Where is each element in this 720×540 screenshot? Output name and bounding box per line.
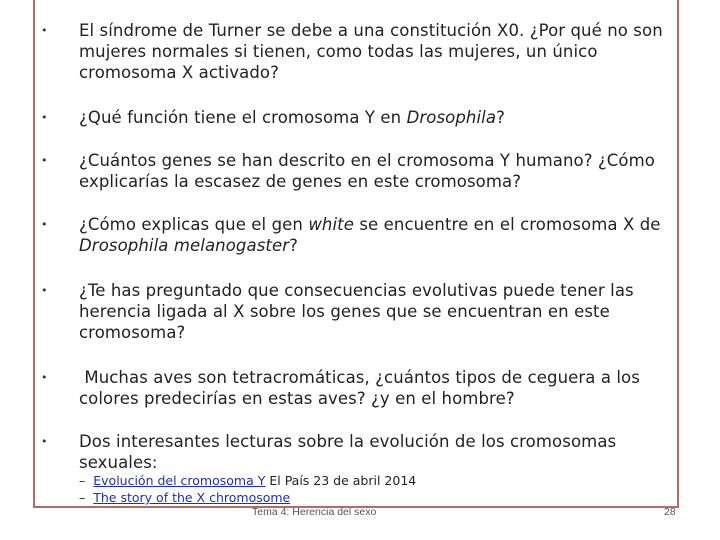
reading-item [79,473,416,489]
reading-source: El País 23 de abril 2014 [265,473,417,488]
dash-icon: – [79,473,86,488]
bullet-icon: • [41,218,48,231]
question-text: Dos interesantes lecturas sobre la evolución de los cromosomas sexuales: [79,432,617,472]
bullet-icon: • [41,24,48,37]
question-text: El síndrome de Turner se debe a una constitución X0. ¿Por qué no son mujeres normales si tienen, como todas las mujeres, un único cromosoma X activado? [79,21,663,82]
footer-title: Tema 4: Herencia del sexo [252,506,377,518]
species-name: Drosophila [406,108,497,127]
bullet-icon: • [41,284,48,297]
question-text: Muchas aves son tetracromáticas, ¿cuántos tipos de ceguera a los colores predecirías en estas aves? ¿y en el hombre? [79,368,646,408]
question-text: ¿Te has preguntado que consecuencias evolutivas puede tener las herencia ligada al X sobre los genes que se encuentran en este cromosoma? [79,281,634,342]
question-text: ¿Cómo explicas que el gen white se encuentre en el cromosoma X de Drosophila melanogaster? [79,215,661,255]
reading-link-y-chromosome[interactable]: Evolución del cromosoma Y [93,473,266,488]
reading-item [79,490,290,506]
bullet-icon: • [41,435,48,448]
question-text: ¿Cuántos genes se han descrito en el cromosoma Y humano? ¿Cómo explicarías la escasez de genes en este cromosoma? [79,151,655,191]
question-text: ¿Qué función tiene el cromosoma Y en Drosophila? [79,108,505,127]
bullet-icon: • [41,111,48,124]
page-number: 28 [664,506,676,518]
gene-name: white [308,215,354,234]
species-name: Drosophila melanogaster [79,236,290,255]
bullet-icon: • [41,371,48,384]
dash-icon: – [79,490,86,505]
bullet-icon: • [41,154,48,167]
reading-link-x-chromosome[interactable]: The story of the X chromosome [93,490,291,505]
